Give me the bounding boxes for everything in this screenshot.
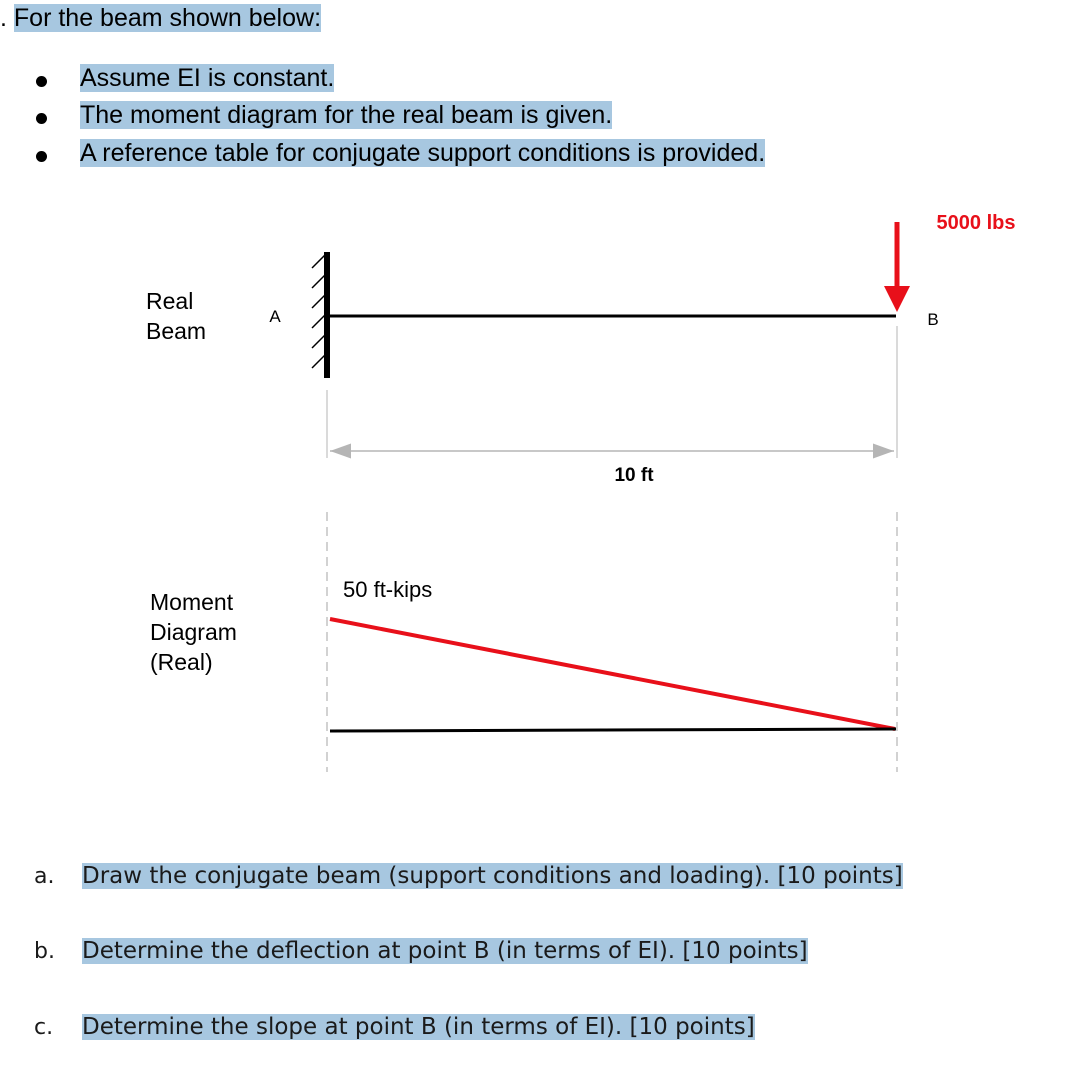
end-label-b: B [927,310,939,329]
real-beam-label-line2: Beam [146,318,207,344]
moment-value-label: 50 ft-kips [343,577,433,602]
fixed-support-hatching [312,254,326,368]
question-b-letter: b. [34,939,55,964]
moment-curve [330,619,895,729]
bullet-text: The moment diagram for the real beam is given. [80,101,613,129]
moment-label-line2: Diagram [150,619,237,645]
bullet-text: Assume EI is constant. [80,64,335,92]
question-a-text: Draw the conjugate beam (support conditions and loading). [10 points] [82,863,903,889]
bullet-text: A reference table for conjugate support conditions is provided. [80,139,766,167]
problem-number-fragment: . [0,4,7,32]
question-b-text: Determine the deflection at point B (in terms of EI). [10 points] [82,938,808,964]
moment-baseline [330,729,896,731]
load-label: 5000 lbs [936,212,1016,234]
point-load-arrow [884,222,910,312]
problem-title-text: For the beam shown below: [13,4,322,32]
moment-label-line3: (Real) [150,649,213,675]
question-b [82,938,808,964]
question-c-text: Determine the slope at point B (in terms of EI). [10 points] [82,1014,755,1040]
span-label: 10 ft [614,465,654,486]
real-beam-label-line1: Real [146,288,194,314]
support-label-a: A [269,307,281,326]
question-c [82,1014,755,1040]
question-a-letter: a. [34,864,55,889]
question-a [82,863,903,889]
moment-label-line1: Moment [150,589,234,615]
question-c-letter: c. [34,1015,54,1040]
